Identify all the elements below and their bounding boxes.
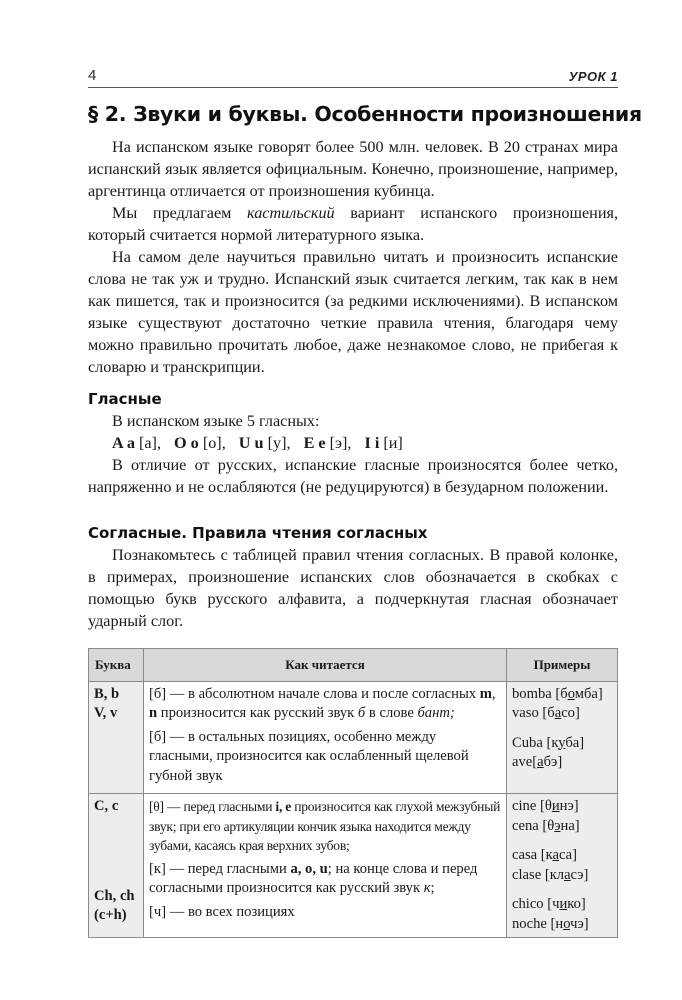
intro-p2-rest: вариант испанского произношения, который считается нормой литературного языка. <box>88 204 618 244</box>
letter-cell: B, b V, v <box>89 681 144 794</box>
rule-c-theta: [θ] — перед гласными i, e произносится как глухой межзубный звук; при его артикуляции кончик языка находится между зубами, касаясь края верхних зубов; <box>149 799 501 853</box>
letter-cell: C, c Ch, ch (c+h) <box>89 794 144 938</box>
vowel-item: I i [и] <box>364 434 403 452</box>
example-word: bomba [бомба] <box>512 685 603 702</box>
consonants-intro: Познакомьтесь с таблицей правил чтения согласных. В правой колонке, в примерах, произношение испанских слов обозначается в скобках с помощью букв русского алфавита, а подчеркнутая гласная обозначает ударный слог. <box>88 546 618 630</box>
rule-cell <box>144 794 507 938</box>
intro-p2-start: Мы предлагаем <box>112 204 232 222</box>
rule-b-initial: [б] — в абсолютном начале слова и после согласных m, n произносится как русский звук б в слове бант; <box>149 685 496 721</box>
rule-ch: [ч] — во всех позициях <box>149 903 295 920</box>
intro-paragraph-1: На испанском языке говорят более 500 млн. человек. В 20 странах мира испанский язык является официальным. Конечно, произношение, например, аргентинца отличается от произношения кубинца. <box>88 138 618 200</box>
table-header-row <box>89 649 618 682</box>
example-word: chico [чико] <box>512 896 586 912</box>
header-examples: Примеры <box>507 649 618 682</box>
vowel-item: O o [о], <box>174 434 226 452</box>
table-row <box>89 681 618 794</box>
page-number: 4 <box>88 67 97 84</box>
vowel-item: U u [у], <box>238 434 291 452</box>
example-word: cena [θэна] <box>512 817 580 834</box>
example-word: noche [ночэ] <box>512 915 589 932</box>
header-letter: Буква <box>89 649 144 682</box>
page <box>88 62 642 938</box>
consonants-table <box>88 648 618 938</box>
intro-p2-italic: кастильский <box>247 204 335 222</box>
example-word: Cuba [куба] <box>512 734 585 751</box>
rule-cell <box>144 681 507 794</box>
consonants-heading: Согласные. Правила чтения согласных <box>88 524 428 542</box>
section-title: § 2. Звуки и буквы. Особенности произношения <box>88 102 642 126</box>
vowel-item: A a [а], <box>112 434 161 452</box>
vowel-item: E e [э], <box>303 434 352 452</box>
rule-c-k: [к] — перед гласными a, o, u; на конце слова и перед согласными произносится как русский звук к; <box>149 860 478 896</box>
example-word: ave[абэ] <box>512 754 563 770</box>
example-word: clase [класэ] <box>512 866 589 883</box>
examples-cell <box>507 681 618 794</box>
vowels-list <box>112 432 618 454</box>
example-word: cine [θинэ] <box>512 798 579 814</box>
intro-paragraph-2 <box>88 202 618 246</box>
vowels-count: В испанском языке 5 гласных: <box>112 412 320 430</box>
vowels-heading: Гласные <box>88 390 162 408</box>
table-row <box>89 794 618 938</box>
running-title: УРОК 1 <box>568 69 618 84</box>
vowels-note: В отличие от русских, испанские гласные произносятся более четко, напряженно и не ослабляются (не редуцируются) в безударном положении. <box>88 456 618 496</box>
header-rule: Как читается <box>144 649 507 682</box>
rule-b-other: [б] — в остальных позициях, особенно между гласными, произносится как ослабленный щелевой губной звук <box>149 728 469 784</box>
example-word: vaso [басо] <box>512 705 580 721</box>
example-word: casa [каса] <box>512 847 577 863</box>
examples-cell <box>507 794 618 938</box>
page-header <box>88 62 618 88</box>
intro-paragraph-3: На самом деле научиться правильно читать и произносить испанские слова не так уж и трудно. Испанский язык считается легким, так как в нем как пишется, так и произносится (за редкими исключениями). В испанском языке существуют достаточно четкие правила чтения, благодаря чему можно правильно прочитать любое, даже незнакомое слово, не прибегая к словарю и транскрипции. <box>88 248 618 376</box>
